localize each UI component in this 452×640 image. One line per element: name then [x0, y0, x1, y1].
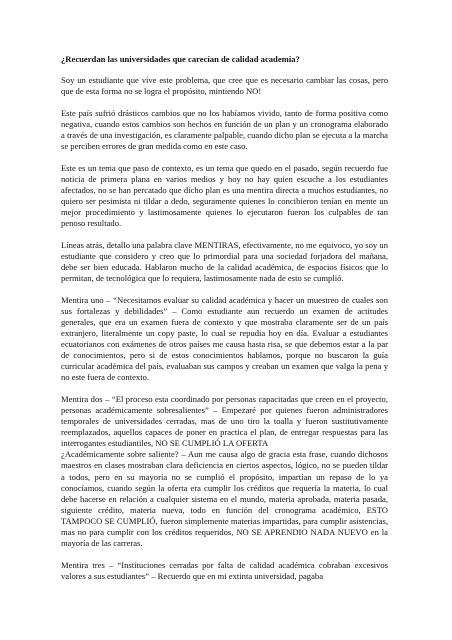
paragraph-changes: Este país sufrió drásticos cambios que no los habíamos vivido, tanto de forma positiva como negativa, cuando estos cambios son hechos en función de un plan y un cronograma elaborado a través de una investigación, es claramente palpable, cuando dicho plan se ejecuta a la marcha se perciben errores de gran medida como en este caso. [61, 107, 388, 152]
paragraph-lie-two: Mentira dos – “El proceso esta coordinado por personas capacitadas que creen en el proyecto, personas académicamente sobresalientes” – Empezaré por quienes fueron administradores temporales de universidades cerradas, mas de uno tiro la toalla y fueron sustitutivamente reemplazados, aquellos capaces de poner en practica el plan, de entregar respuestas para las interrogantes estudiantiles, NO SE CUMPLIÓ LA OFERTA [61, 393, 388, 449]
paragraph-context: Este es un tema que paso de contexto, es un tema que quedo en el pasado, según recuerdo fue noticia de primera plana en varios medios y hoy no hay quien escuche a los estudiantes afectados, no se han percatado que dicho plan es una mentira directa a muchos estudiantes, no quiero ser pesimista ni tildar a dedo, seguramente quienes lo concibieron tenían en mente un mejor procedimiento y lastimosamente quienes lo ejecutaron fueron los culpables de tan penoso resultado. [61, 162, 388, 229]
paragraph-lie-three: Mentira tres – “Instituciones cerradas por falta de calidad académica cobraban excesivos valores a sus estudiantes” – Recuerdo que en mi extinta universidad, pagaba [61, 559, 388, 581]
paragraph-lies: Líneas atrás, detallo una palabra clave MENTIRAS, efectivamente, no me equivoco, yo soy un estudiante que considero y creo que lo primordial para una sociedad forjadora del mañana, debe ser bien educada. Hablaron mucho de la calidad académica, de espacios físicos que lo permitan, de tecnológica que lo requiera, lastimosamente nada de esto se cumplió. [61, 239, 388, 283]
paragraph-academic-outstanding: ¿Académicamente sobre saliente? – Aun me causa algo de gracia esta frase, cuando dichosos maestros en clases mostraban clara deficiencia en ciertos aspectos, lógico, no se pueden tildar a todos, pero en su mayoría no se cumplió el propósito, impartían un repaso de lo ya conocíamos, cuando según la oferta era cumplir los créditos que requería la materia, lo cual debe hacerse en relación a cualquier sistema en el mundo, materia aprobada, materia pasada, siguiente crédito, materia nueva, todo en función del cronograma académico, ESTO TAMPOCO SE CUMPLIÓ, fueron simplemente materias impartidas, para cumplir asistencias, mas no para cumplir con los créditos requeridos, NO SE APRENDIO NADA NUEVO en la mayoría de las carreras. [61, 449, 388, 549]
paragraph-intro: Soy un estudiante que vive este problema, que cree que es necesario cambiar las cosas, pero que de esta forma no se logra el propósito, mintiendo NO! [61, 75, 388, 97]
document-title: ¿Recuerdan las universidades que carecían de calidad academia? [61, 54, 300, 64]
document-body [61, 54, 388, 592]
paragraph-lie-one: Mentira uno – “Necesitamos evaluar su calidad académica y hacer un muestreo de cuales son sus fortalezas y debilidades” – Como estudiante aun recuerdo un examen de actitudes generales, que era un examen fuera de contexto y que mostraba claramente ser de un país extranjero, literalmente un copy paste, lo cual se repudia hoy en día. Evaluar a estudiantes ecuatorianos con exámenes de otros países me causa hasta risa, se que debemos estar a la par de conocimientos, pero si de estos conocimientos hablamos, porque no buscaron la guía curricular académica del país, evaluaban sus campos y creaban un examen que valga la pena y no este fuera de contexto. [61, 294, 388, 383]
